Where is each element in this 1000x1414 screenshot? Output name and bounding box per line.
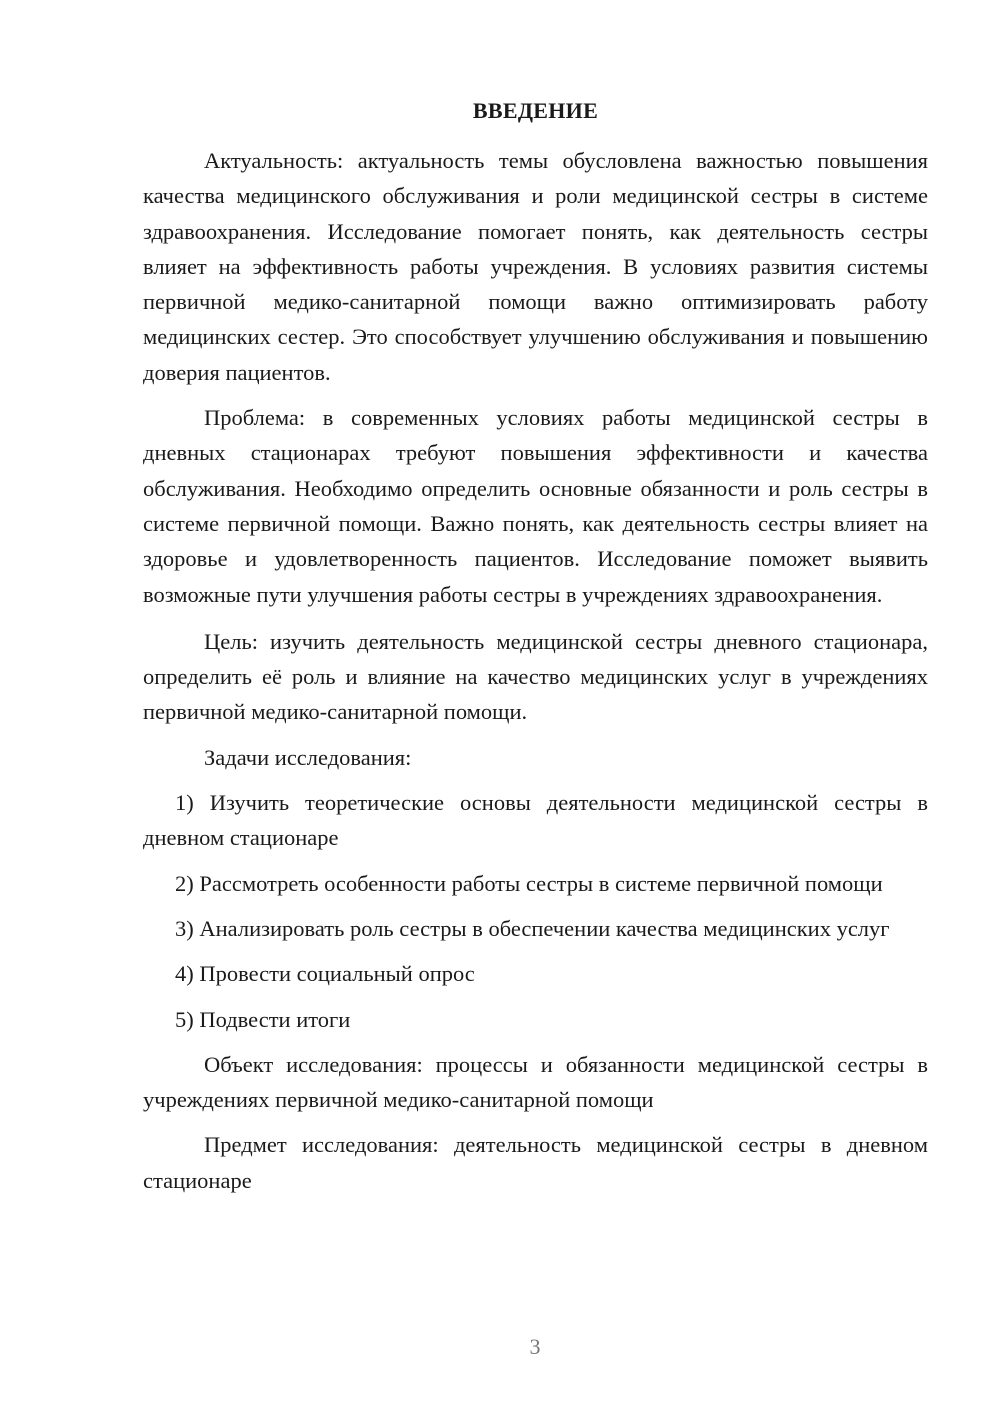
task-item-5: 5) Подвести итоги bbox=[175, 1006, 351, 1032]
task-item-4: 4) Провести социальный опрос bbox=[175, 961, 475, 987]
page-title: ВВЕДЕНИЕ bbox=[472, 98, 599, 123]
task-item-2: 2) Рассмотреть особенности работы сестры в системе первичной помощи bbox=[175, 870, 883, 896]
tasks-heading: Задачи исследования: bbox=[204, 744, 412, 770]
task-item-3: 3) Анализировать роль сестры в обеспечении качества медицинских услуг bbox=[175, 915, 890, 941]
body-text bbox=[143, 143, 928, 1208]
paragraph-goal: Цель: изучить деятельность медицинской сестры дневного стационара, определить её роль и влияние на качество медицинских услуг в учреждениях первичной медико-санитарной помощи. bbox=[143, 628, 928, 725]
page-number: 3 bbox=[529, 1334, 541, 1359]
task-item-1: 1) Изучить теоретические основы деятельности медицинской сестры в дневном стационаре bbox=[143, 790, 928, 851]
paragraph-subject: Предмет исследования: деятельность медицинской сестры в дневном стационаре bbox=[143, 1132, 928, 1193]
paragraph-object: Объект исследования: процессы и обязанности медицинской сестры в учреждениях первичной медико-санитарной помощи bbox=[143, 1051, 928, 1113]
paragraph-problem: Проблема: в современных условиях работы медицинской сестры в дневных стационарах требуют повышения эффективности и качества обслуживания. Необходимо определить основные обязанности и роль сестры в системе первичной помощи. Важно понять, как деятельность сестры влияет на здоровье и удовлетворенность пациентов. Исследование поможет выявить возможные пути улучшения работы сестры в учреждениях здравоохранения. bbox=[143, 405, 928, 607]
paragraph-relevance: Актуальность: актуальность темы обусловлена важностью повышения качества медицинского обслуживания и роли медицинской сестры в системе здравоохранения. Исследование помогает понять, как деятельность сестры влияет на эффективность работы учреждения. В условиях развития системы первичной медико-санитарной помощи важно оптимизировать работу медицинских сестер. Это способствует улучшению обслуживания и повышению доверия пациентов. bbox=[143, 148, 928, 385]
